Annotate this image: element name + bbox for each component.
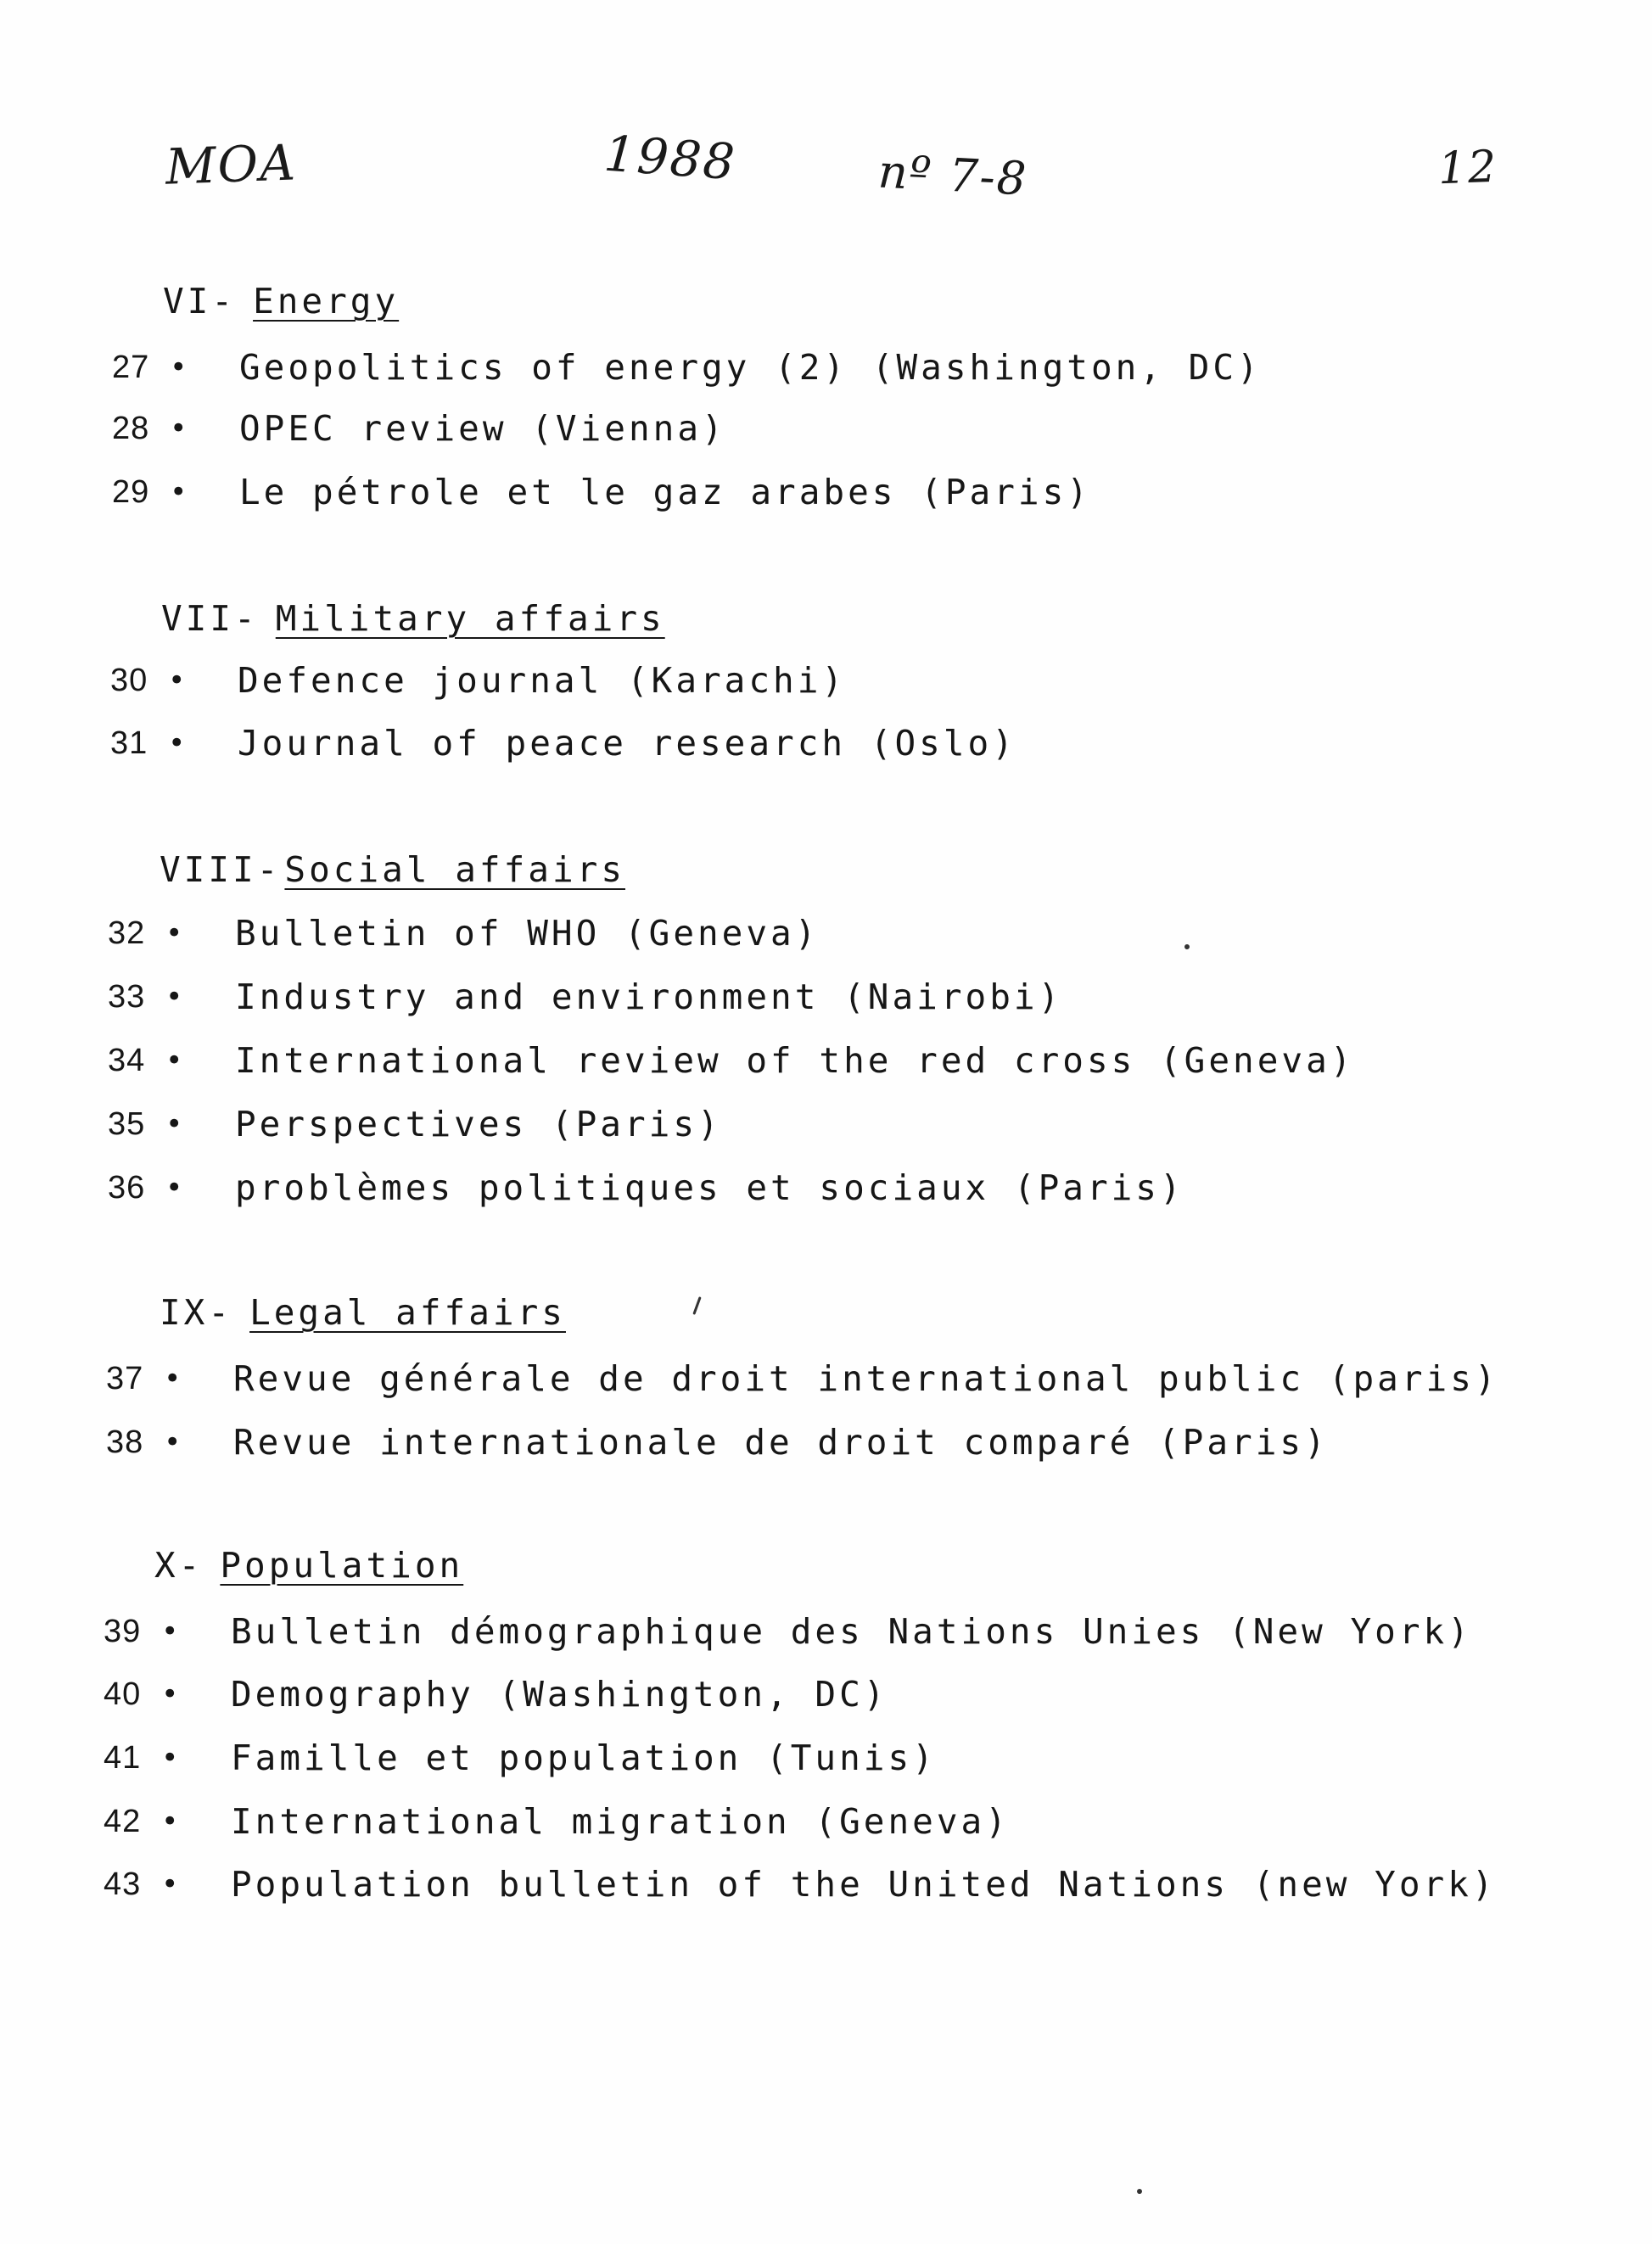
section-roman: IX-: [160, 1292, 233, 1333]
section-title: Social affairs: [284, 849, 625, 890]
item-number: 27: [112, 350, 150, 385]
item-title: International migration (Geneva): [231, 1801, 1010, 1842]
item-title: Revue générale de droit international public (paris): [233, 1358, 1499, 1399]
item-title: International review of the red cross (Geneva): [235, 1040, 1355, 1081]
section-title: Military affairs: [275, 598, 665, 639]
item-title: Bulletin of WHO (Geneva): [235, 913, 820, 954]
section-heading: [161, 597, 665, 640]
item-title: Demography (Washington, DC): [231, 1674, 888, 1715]
item-number: 42: [104, 1804, 142, 1839]
section-heading: [160, 848, 625, 891]
item-number: 39: [104, 1614, 142, 1649]
item-number: 30: [110, 663, 148, 698]
document-page: MOA 1988 nº 7-8 12 VI- Energy 27 • Geopolitics of energy (2) (Washington, DC) 28 • OPEC review (Vienna) 29 • Le pétrole et le gaz arabes (Paris) VII- Military affairs 30 • Defence journal (Karachi) 31 • Journal of peace research (Oslo) VIII-Social affairs 32 • Bulletin of WHO (Geneva) 33 • Industry and environment (Nairobi) 34 • International review of the red cross (Geneva) 35 • Perspectives (Paris) 36 • problèmes politiques et sociaux (Paris) IX- Legal affairs 37 • Revue générale de droit international public (paris) 38 • Revue internationale de droit comparé (Paris) X- Population 39 • Bulletin démographique des Nations Unies (New York) 40 • Demography (Washington, DC) 41 • Famille et population (Tunis) 42 • International migration (Geneva) 43 • Population bulletin of the United Nations (new York): [0, 0, 1652, 2244]
item-title: Population bulletin of the United Nations (new York): [231, 1864, 1497, 1905]
scan-speck: [1137, 2189, 1142, 2194]
section-roman: VIII-: [160, 849, 282, 890]
handwritten-year: 1988: [602, 124, 738, 192]
section-heading: [160, 1291, 566, 1334]
item-number: 29: [112, 474, 150, 510]
section-heading: [154, 1544, 463, 1586]
item-number: 40: [104, 1676, 142, 1712]
item-number: 34: [108, 1043, 146, 1078]
item-title: OPEC review (Vienna): [239, 408, 726, 449]
item-number: 32: [108, 915, 146, 951]
section-roman: VI-: [163, 281, 237, 322]
item-title: Famille et population (Tunis): [231, 1738, 937, 1778]
item-title: Industry and environment (Nairobi): [235, 977, 1063, 1017]
item-title: Bulletin démographique des Nations Unies (New York): [231, 1611, 1472, 1652]
handwritten-issue: nº 7-8: [876, 144, 1029, 206]
item-title: Journal of peace research (Oslo): [238, 723, 1016, 764]
item-number: 36: [108, 1170, 146, 1206]
item-title: Defence journal (Karachi): [238, 660, 847, 701]
item-number: 37: [106, 1361, 144, 1396]
section-roman: X-: [154, 1545, 204, 1586]
section-title: Energy: [253, 281, 400, 322]
item-title: Revue internationale de droit comparé (Paris): [233, 1422, 1329, 1463]
item-number: 28: [112, 411, 150, 446]
item-title: Geopolitics of energy (2) (Washington, DC): [239, 347, 1262, 388]
item-number: 35: [108, 1106, 146, 1142]
item-title: Perspectives (Paris): [235, 1104, 722, 1144]
item-number: 38: [106, 1424, 144, 1460]
item-number: 41: [104, 1740, 142, 1776]
scan-speck: [1184, 944, 1190, 949]
section-title: Population: [220, 1545, 464, 1586]
section-title: Legal affairs: [249, 1292, 566, 1333]
item-number: 43: [104, 1866, 142, 1902]
section-heading: [163, 280, 399, 322]
item-title: Le pétrole et le gaz arabes (Paris): [239, 472, 1091, 512]
scan-mark: [692, 1296, 701, 1315]
item-number: 33: [108, 979, 146, 1015]
item-title: problèmes politiques et sociaux (Paris): [235, 1167, 1184, 1208]
handwritten-page-number: 12: [1436, 141, 1499, 195]
handwritten-code: MOA: [164, 133, 298, 196]
section-roman: VII-: [161, 598, 259, 639]
item-number: 31: [110, 725, 148, 761]
